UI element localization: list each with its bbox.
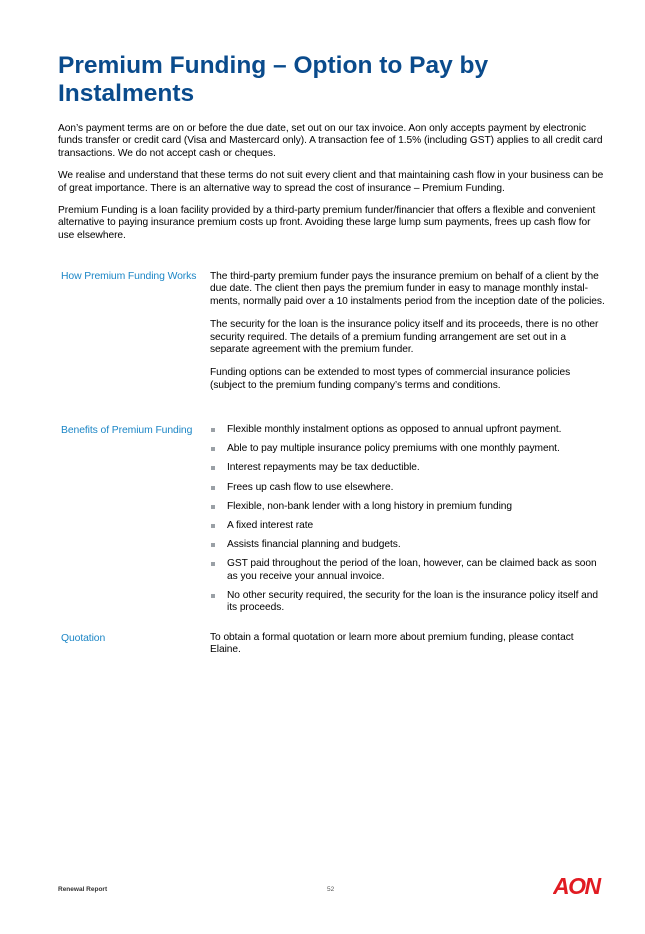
bullet-icon — [211, 543, 215, 547]
page-number: 52 — [327, 886, 335, 893]
quotation-body — [210, 632, 605, 668]
bullet-icon — [211, 428, 215, 432]
list-item: GST paid throughout the period of the loan, however, can be claimed back as soon as you receive your annual invoice. — [210, 558, 605, 582]
benefits-list — [210, 424, 605, 614]
logo-text: AON — [553, 874, 600, 899]
list-item: Flexible, non-bank lender with a long history in premium funding — [210, 501, 605, 513]
list-item: Frees up cash flow to use elsewhere. — [210, 482, 605, 494]
bullet-icon — [211, 524, 215, 528]
list-item: No other security required, the security for the loan is the insurance policy itself and its proceeds. — [210, 590, 605, 614]
quotation-label: Quotation — [61, 633, 106, 644]
how-it-works-body — [210, 271, 605, 403]
bullet-icon — [211, 486, 215, 490]
list-item: Assists financial planning and budgets. — [210, 539, 605, 551]
how-it-works-label: How Premium Funding Works — [61, 271, 197, 282]
quotation-text: To obtain a formal quotation or learn more about premium funding, please contact Elaine. — [210, 632, 574, 656]
bullet-icon — [211, 562, 215, 566]
aon-logo-icon — [553, 874, 607, 900]
how-it-works-paragraph: The security for the loan is the insurance policy itself and its proceeds, there is no other security required. The details of a premium funding arrangement are set out in a separate agreement with the premium funder. — [210, 319, 599, 356]
bullet-icon — [211, 505, 215, 509]
intro-paragraph: Aon’s payment terms are on or before the due date, set out on our tax invoice. Aon only accepts payment by electronic funds transfer or credit card (Visa and Mastercard only). A transaction fee of 1.5% (including GST) applies to all credit card transactions. We do not accept cash or cheques. — [58, 123, 603, 159]
list-item: Flexible monthly instalment options as opposed to annual upfront payment. — [210, 424, 605, 436]
page-title: Premium Funding – Option to Pay by Instalments — [58, 52, 489, 107]
list-item: A fixed interest rate — [210, 520, 605, 532]
intro-paragraph: Premium Funding is a loan facility provided by a third-party premium funder/financier that offers a flexible and convenient alternative to paying insurance premium costs up front. Avoiding these large lump sum payments, frees up cash flow for use elsewhere. — [58, 205, 596, 241]
benefits-body — [210, 424, 605, 621]
bullet-icon — [211, 594, 215, 598]
benefits-label: Benefits of Premium Funding — [61, 425, 193, 436]
intro-paragraph: We realise and understand that these terms do not suit every client and that maintaining cash flow in your business can be of great importance. There is an alternative way to spread the cost of insurance – Premium Funding. — [58, 170, 604, 194]
how-it-works-paragraph: The third-party premium funder pays the insurance premium on behalf of a client by the due date. The client then pays the premium funder in easy to manage monthly instal-ments, normally paid over a 10 instalments period from the inception date of the policies. — [210, 271, 605, 307]
list-item: Interest repayments may be tax deductible. — [210, 462, 605, 474]
bullet-icon — [211, 466, 215, 470]
intro-section — [58, 123, 608, 252]
how-it-works-paragraph: Funding options can be extended to most types of commercial insurance policies (subject to the premium funding company’s terms and conditions. — [210, 367, 571, 391]
footer-report-name: Renewal Report — [58, 886, 108, 893]
list-item: Able to pay multiple insurance policy premiums with one monthly payment. — [210, 443, 605, 455]
bullet-icon — [211, 447, 215, 451]
